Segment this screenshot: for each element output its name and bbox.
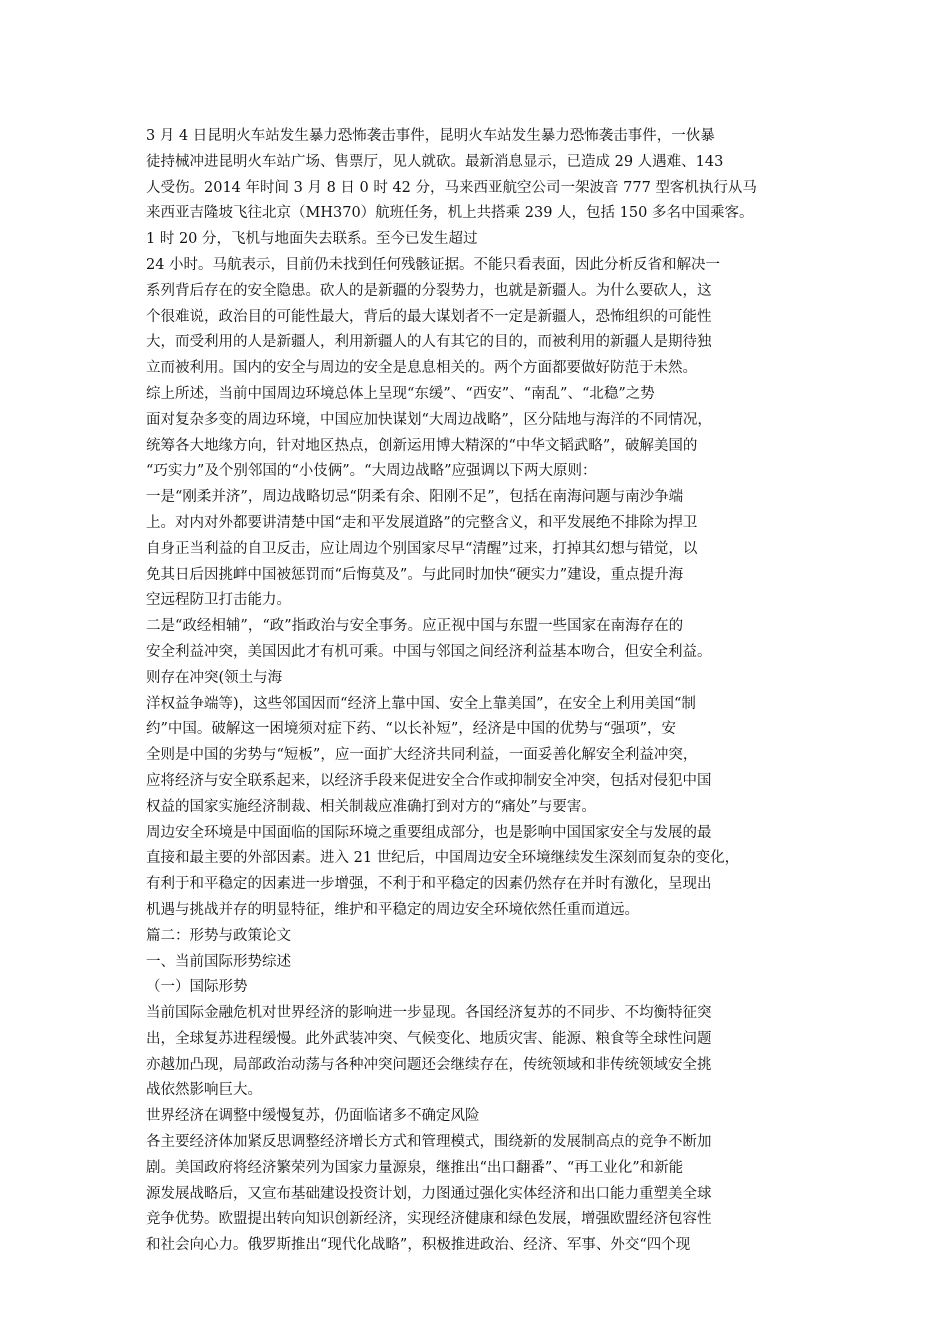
text-line: 有利于和平稳定的因素进一步增强，不利于和平稳定的因素仍然存在并时有激化，呈现出	[146, 876, 712, 893]
text-line: 来西亚吉隆坡飞往北京（MH370）航班任务，机上共搭乘 239 人，包括 150 多名中国乘客。	[146, 205, 754, 222]
text-line: 剧。美国政府将经济繁荣列为国家力量源泉，继推出“出口翻番”、“再工业化”和新能	[146, 1159, 684, 1176]
text-line: 源发展战略后，又宣布基础建设投资计划，力图通过强化实体经济和出口能力重塑美全球	[146, 1185, 712, 1202]
text-line: 立而被利用。国内的安全与周边的安全是息息相关的。两个方面都要做好防范于未然。	[146, 360, 697, 377]
text-line: 二是“政经相辅”，“政”指政治与安全事务。应正视中国与东盟一些国家在南海存在的	[146, 618, 684, 635]
text-line: 当前国际金融危机对世界经济的影响进一步显现。各国经济复苏的不同步、不均衡特征突	[146, 1005, 712, 1022]
text-line: 篇二：形势与政策论文	[146, 927, 291, 944]
text-line: “巧实力”及个别邻国的“小伎俩”。“大周边战略”应强调以下两大原则：	[146, 463, 597, 480]
text-line: （一）国际形势	[146, 979, 248, 996]
text-line: 机遇与挑战并存的明显特征，维护和平稳定的周边安全环境依然任重而道远。	[146, 901, 639, 918]
text-line: 直接和最主要的外部因素。进入 21 世纪后，中国周边安全环境继续发生深刻而复杂的变化，	[146, 850, 740, 867]
text-line: 和社会向心力。俄罗斯推出“现代化战略”，积极推进政治、经济、军事、外交“四个现	[146, 1237, 691, 1254]
text-line: 徒持械冲进昆明火车站广场、售票厅，见人就砍。最新消息显示，已造成 29 人遇难、143	[146, 153, 724, 170]
document-body	[146, 124, 826, 1259]
text-line: 一、当前国际形势综述	[146, 953, 291, 970]
text-line: 洋权益争端等)，这些邻国因而“经济上靠中国、安全上靠美国”，在安全上利用美国“制	[146, 695, 696, 712]
text-line: 个很难说，政治目的可能性最大，背后的最大谋划者不一定是新疆人，恐怖组织的可能性	[146, 308, 712, 325]
text-line: 一是“刚柔并济”，周边战略切忌“阴柔有余、阳刚不足”，包括在南海问题与南沙争端	[146, 489, 684, 506]
text-line: 世界经济在调整中缓慢复苏，仍面临诸多不确定风险	[146, 1108, 480, 1125]
text-line: 系列背后存在的安全隐患。砍人的是新疆的分裂势力，也就是新疆人。为什么要砍人，这	[146, 282, 712, 299]
text-line: 24 小时。马航表示，目前仍未找到任何残骸证据。不能只看表面，因此分析反省和解决一	[146, 256, 721, 273]
text-line: 1 时 20 分，飞机与地面失去联系。至今已发生超过	[146, 231, 478, 248]
text-line: 应将经济与安全联系起来，以经济手段来促进安全合作或抑制安全冲突，包括对侵犯中国	[146, 772, 712, 789]
text-line: 战依然影响巨大。	[146, 1082, 262, 1099]
text-line: 自身正当利益的自卫反击，应让周边个别国家尽早“清醒”过来，打掉其幻想与错觉，以	[146, 540, 698, 557]
text-line: 周边安全环境是中国面临的国际环境之重要组成部分，也是影响中国国家安全与发展的最	[146, 824, 712, 841]
text-line: 安全利益冲突，美国因此才有机可乘。中国与邻国之间经济利益基本吻合，但安全利益。	[146, 643, 712, 660]
text-line: 竞争优势。欧盟提出转向知识创新经济，实现经济健康和绿色发展，增强欧盟经济包容性	[146, 1211, 712, 1228]
text-line: 综上所述，当前中国周边环境总体上呈现“东缓”、“西安”、“南乱”、“北稳”之势	[146, 385, 655, 402]
text-line: 出，全球复苏进程缓慢。此外武装冲突、气候变化、地质灾害、能源、粮食等全球性问题	[146, 1030, 712, 1047]
text-line: 权益的国家实施经济制裁、相关制裁应准确打到对方的“痛处”与要害。	[146, 798, 596, 815]
text-line: 3 月 4 日昆明火车站发生暴力恐怖袭击事件，昆明火车站发生暴力恐怖袭击事件，一伙暴	[146, 128, 715, 144]
text-line: 人受伤。2014 年时间 3 月 8 日 0 时 42 分，马来西亚航空公司一架波音 777 型客机执行从马	[146, 179, 757, 196]
text-line: 空远程防卫打击能力。	[146, 592, 291, 609]
text-line: 大，而受利用的人是新疆人，利用新疆人的人有其它的目的，而被利用的新疆人是期待独	[146, 334, 712, 351]
text-line: 各主要经济体加紧反思调整经济增长方式和管理模式，围绕新的发展制高点的竞争不断加	[146, 1134, 712, 1151]
text-line: 则存在冲突(领土与海	[146, 669, 283, 686]
text-line: 上。对内对外都要讲清楚中国“走和平发展道路”的完整含义，和平发展绝不排除为捍卫	[146, 514, 698, 531]
text-line: 免其日后因挑衅中国被惩罚而“后悔莫及”。与此同时加快“硬实力”建设，重点提升海	[146, 566, 684, 583]
text-line: 统筹各大地缘方向，针对地区热点，创新运用博大精深的“中华文韬武略”，破解美国的	[146, 437, 698, 454]
text-line: 全则是中国的劣势与“短板”，应一面扩大经济共同利益，一面妥善化解安全利益冲突，	[146, 747, 698, 764]
text-line: 亦越加凸现，局部政治动荡与各种冲突问题还会继续存在，传统领域和非传统领域安全挑	[146, 1056, 712, 1073]
text-line: 约”中国。破解这一困境须对症下药、“以长补短”，经济是中国的优势与“强项”，安	[146, 721, 677, 738]
text-line: 面对复杂多变的周边环境，中国应加快谋划“大周边战略”，区分陆地与海洋的不同情况，	[146, 411, 712, 428]
